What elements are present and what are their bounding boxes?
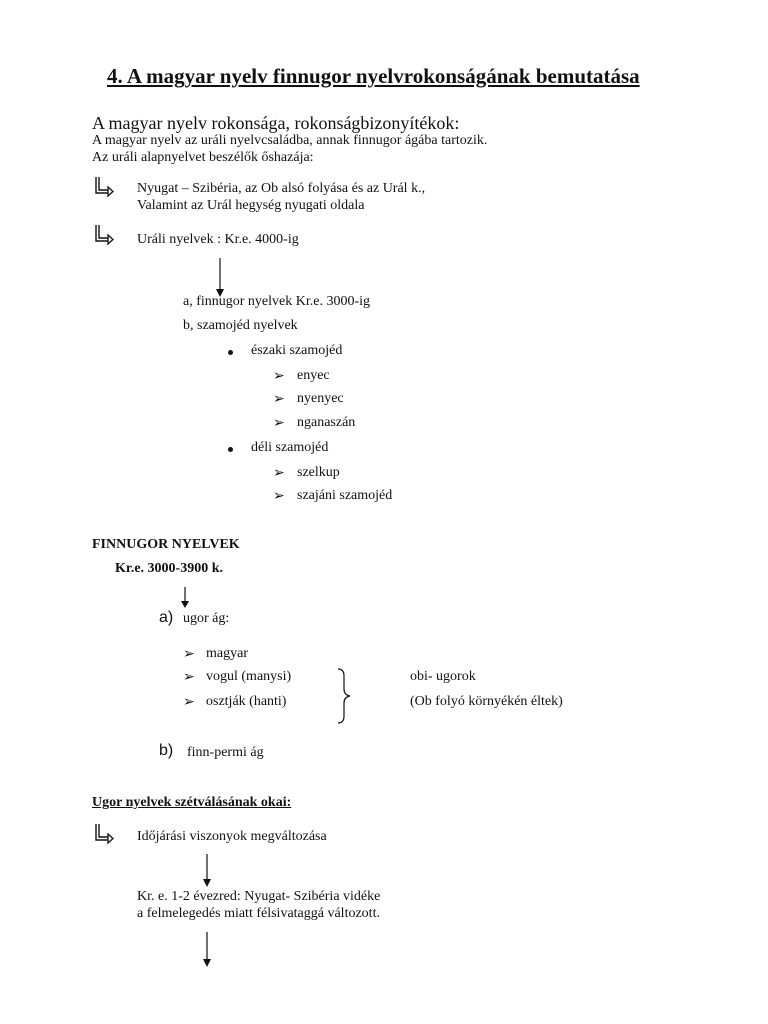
branch-a-marker: a) [159, 609, 174, 626]
arrow-bullet-icon: ➢ [273, 416, 285, 431]
arrow-bullet-icon: ➢ [273, 466, 285, 481]
right-brace-icon [336, 668, 352, 724]
arrow-bullet-icon: ➢ [183, 647, 195, 662]
ugor-split-detail-1: Kr. e. 1-2 évezred: Nyugat- Szibéria vidéke [137, 889, 381, 904]
arrow-bullet-icon: ➢ [273, 369, 285, 384]
urali-a: a, finnugor nyelvek Kr.e. 3000-ig [183, 294, 371, 309]
branch-b-label: finn-permi ág [187, 745, 264, 760]
bullet-icon [228, 447, 233, 452]
ugor-item-magyar: magyar [206, 646, 248, 661]
ugor-item-osztjak: osztják (hanti) [206, 694, 287, 709]
arrow-bullet-icon: ➢ [183, 695, 195, 710]
kinship-line-2: Az uráli alapnyelvet beszélők őshazája: [92, 150, 314, 165]
ugor-item-vogul: vogul (manysi) [206, 669, 292, 684]
urali-b: b, szamojéd nyelvek [183, 318, 298, 333]
ugor-split-heading: Ugor nyelvek szétválásának okai: [92, 795, 292, 810]
corner-arrow-icon [93, 224, 115, 248]
northern-item-nganaszan: nganaszán [297, 415, 356, 430]
down-arrow-icon [179, 587, 191, 609]
arrow-bullet-icon: ➢ [273, 489, 285, 504]
bullet-icon [228, 350, 233, 355]
homeland-line-2: Valamint az Urál hegység nyugati oldala [137, 198, 365, 213]
down-arrow-icon [201, 854, 213, 888]
page-title: 4. A magyar nyelv finnugor nyelvrokonságának bemutatása [107, 64, 640, 88]
northern-item-enyec: enyec [297, 368, 330, 383]
arrow-bullet-icon: ➢ [183, 670, 195, 685]
down-arrow-icon [214, 258, 226, 298]
finnugor-heading: FINNUGOR NYELVEK [92, 537, 240, 552]
kinship-line-1: A magyar nyelv az uráli nyelvcsaládba, annak finnugor ágába tartozik. [92, 133, 488, 148]
finnugor-date: Kr.e. 3000-3900 k. [115, 561, 223, 576]
southern-samoyed-label: déli szamojéd [251, 440, 329, 455]
northern-samoyed-label: északi szamojéd [251, 343, 343, 358]
arrow-bullet-icon: ➢ [273, 392, 285, 407]
kinship-heading: A magyar nyelv rokonsága, rokonságbizonyítékok: [92, 113, 460, 133]
ugor-split-cause: Időjárási viszonyok megváltozása [137, 829, 327, 844]
down-arrow-icon [201, 932, 213, 968]
southern-item-szajani: szajáni szamojéd [297, 488, 393, 503]
branch-b-marker: b) [159, 742, 174, 759]
ugor-split-detail-2: a felmelegedés miatt félsivataggá változott. [137, 906, 380, 921]
southern-item-szelkup: szelkup [297, 465, 340, 480]
corner-arrow-icon [93, 823, 115, 847]
branch-a-label: ugor ág: [183, 611, 230, 626]
homeland-line-1: Nyugat – Szibéria, az Ob alsó folyása és az Urál k., [137, 181, 426, 196]
obi-ugor-note: (Ob folyó környékén éltek) [410, 694, 563, 709]
urali-label: Uráli nyelvek : Kr.e. 4000-ig [137, 232, 299, 247]
corner-arrow-icon [93, 176, 115, 200]
obi-ugor-label: obi- ugorok [410, 669, 476, 684]
northern-item-nyenyec: nyenyec [297, 391, 344, 406]
